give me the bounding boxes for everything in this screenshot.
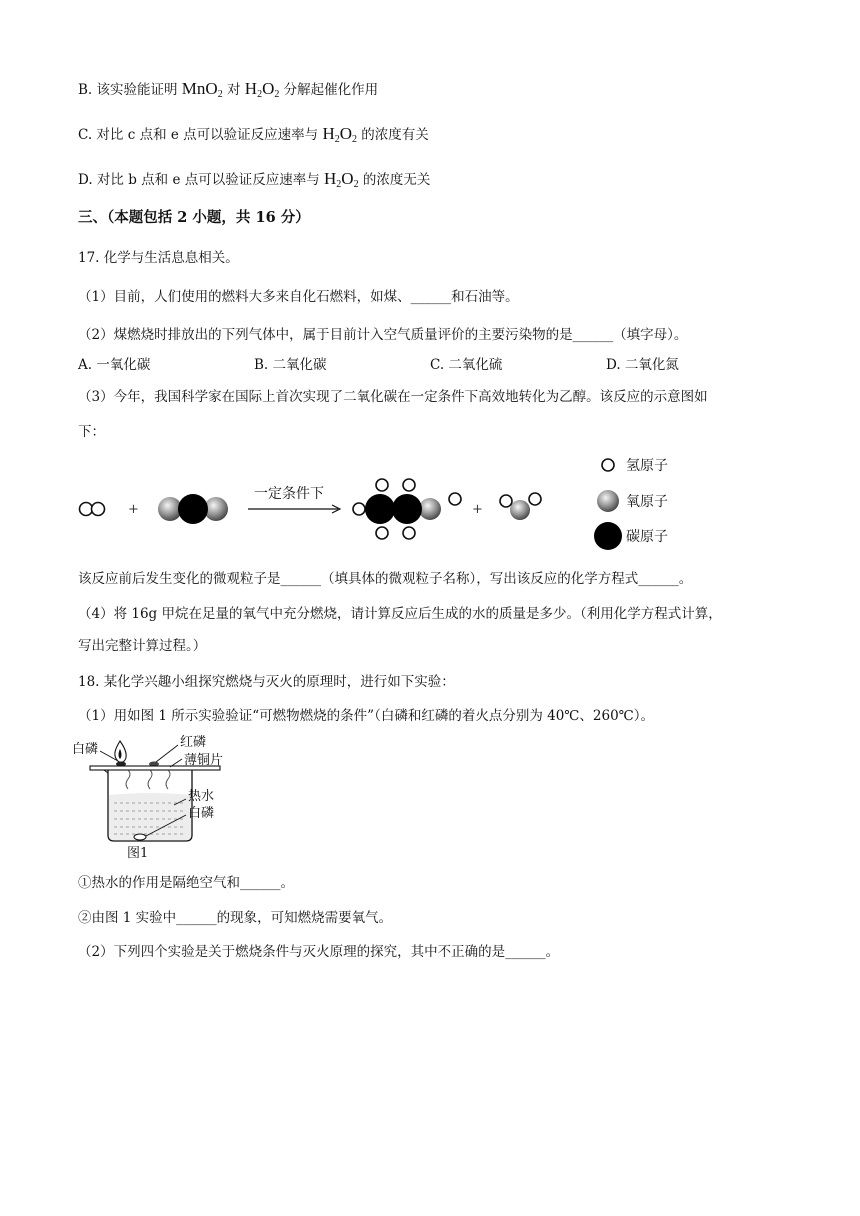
figure-1-apparatus [70,733,260,863]
q18-sub1: ①热水的作用是隔绝空气和______。 [78,875,294,891]
formula-mno2: MnO$_2$ [181,79,223,100]
option-b: B. 该实验能证明 MnO$_2$ 对 $H_2O_2$ 分解起催化作用 [78,79,379,100]
legend-carbon: 碳原子 [626,529,668,545]
q18-stem: 18. 某化学兴趣小组探究燃烧与灭火的原理时，进行如下实验： [78,674,455,690]
co2-molecule [158,494,228,524]
reaction-diagram [70,445,710,560]
q17-part4: （4）将 16g 甲烷在足量的氧气中充分燃烧，请计算反应后生成的水的质量是多少。（利用化学方程式计算， [78,606,722,622]
carbon-legend-icon [594,522,622,550]
q17-choice-d: D. 二氧化氮 [606,357,679,373]
plus-sign: + [472,502,483,517]
ethanol-molecule [353,479,461,539]
hydrogen-legend-icon [602,459,614,471]
q17-choice-c: C. 二氧化硫 [430,357,503,373]
plus-sign: + [128,502,139,517]
label-white-phosphorus-top: 白磷 [72,742,99,757]
q18-part2: （2）下列四个实验是关于燃烧条件与灭火原理的探究，其中不正确的是______。 [78,944,560,960]
label-white-phosphorus-bottom: 白磷 [188,806,215,821]
q18-sub2: ②由图 1 实验中______的现象，可知燃烧需要氧气。 [78,910,393,926]
formula-h2o2: $H_2O_2$ [244,79,280,100]
q18-part1: （1）用如图 1 所示实验验证“可燃物燃烧的条件”（白磷和红磷的着火点分别为 40℃、260℃）。 [78,708,655,724]
hydrogen-molecule [80,503,105,516]
water-molecule [500,493,541,520]
q17-part2: （2）煤燃烧时排放出的下列气体中，属于目前计入空气质量评价的主要污染物的是______（填字母）。 [78,327,688,343]
reaction-arrow [248,505,340,513]
figure-caption: 图1 [127,846,149,861]
q17-part3-cont: 下： [78,424,105,440]
formula-h2o2: $H_2O_2$ [322,124,357,145]
q17-choice-a: A. 一氧化碳 [78,357,151,373]
legend-hydrogen: 氢原子 [626,458,668,474]
q17-part3-question: 该反应前后发生变化的微观粒子是______（填具体的微观粒子名称），写出该反应的化学方程式______。 [78,571,693,587]
option-c: C. 对比 c 点和 e 点可以验证反应速率与 $H_2O_2$ 的浓度有关 [78,124,429,145]
diagram-legend [594,458,668,550]
q17-stem: 17. 化学与生活息息相关。 [78,250,239,266]
legend-oxygen: 氧原子 [626,494,668,510]
label-copper-sheet: 薄铜片 [184,753,224,768]
formula-h2o2: $H_2O_2$ [324,169,359,190]
section-title: 三、（本题包括 2 小题，共 16 分） [78,209,310,226]
oxygen-legend-icon [597,490,619,512]
option-d: D. 对比 b 点和 e 点可以验证反应速率与 $H_2O_2$ 的浓度无关 [78,169,431,190]
q17-part1: （1）目前，人们使用的燃料大多来自化石燃料，如煤、______和石油等。 [78,289,519,305]
q17-part3: （3）今年，我国科学家在国际上首次实现了二氧化碳在一定条件下高效地转化为乙醇。该反应的示意图如 [78,389,708,405]
label-hot-water: 热水 [188,789,215,804]
arrow-label: 一定条件下 [254,486,324,502]
q17-choice-b: B. 二氧化碳 [254,357,327,373]
q17-part4-cont: 写出完整计算过程。） [78,638,207,654]
label-red-phosphorus: 红磷 [180,735,207,750]
